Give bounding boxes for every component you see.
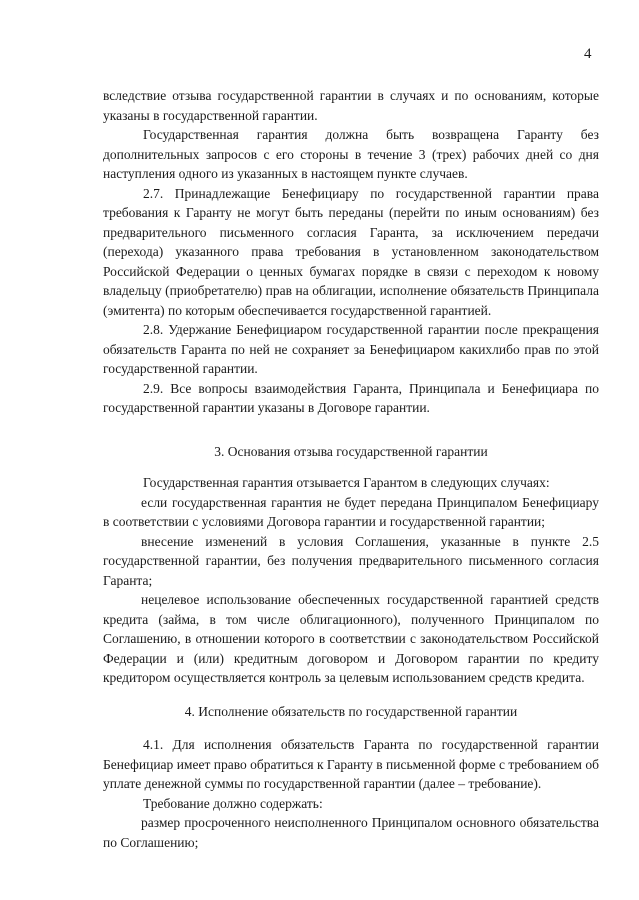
list-item: размер просроченного неисполненного Принципалом основного обязательства по Соглашению; <box>103 815 599 850</box>
page-number: 4 <box>584 46 592 62</box>
clause-4-1: 4.1. Для исполнения обязательств Гаранта по государственной гарантии Бенефициар имеет право обратиться к Гаранту в письменной форме с требованием об уплате денежной суммы по государственной гарантии (далее – требование). <box>103 737 599 791</box>
paragraph: Государственная гарантия должна быть возвращена Гаранту без дополнительных запросов с его стороны в течение 3 (трех) рабочих дней со дня наступления одного из указанных в настоящем пункте случаев. <box>103 127 599 181</box>
list-item: внесение изменений в условия Соглашения, указанные в пункте 2.5 государственной гарантии, без получения предварительного письменного согласия Гаранта; <box>103 533 599 588</box>
clause-2-9: 2.9. Все вопросы взаимодействия Гаранта, Принципала и Бенефициара по государственной гарантии указаны в Договоре гарантии. <box>103 380 599 415</box>
clause-2-7: 2.7. Принадлежащие Бенефициару по государственной гарантии права требования к Гаранту не могут быть переданы (перейти по иным основаниям) без предварительного письменного согласия Гаранта, за исключением передачи (перехода) указанного права требования в установленном законодательством Российской Федерации о ценных бумагах порядке в связи с переходом к новому владельцу (приобретателю) прав на облигации, исполнение обязательств Принципала (эмитента) по которым обеспечивается государственной гарантией. <box>103 185 599 318</box>
paragraph: Государственная гарантия отзывается Гарантом в следующих случаях: <box>143 475 550 490</box>
document-body <box>103 86 599 852</box>
section-3-heading: 3. Основания отзыва государственной гарантии <box>214 443 488 459</box>
list-item: если государственная гарантия не будет передана Принципалом Бенефициару в соответствии с условиями Договора гарантии и государственной гарантии; <box>103 494 599 529</box>
paragraph: Требование должно содержать: <box>143 795 323 811</box>
clause-2-8: 2.8. Удержание Бенефициаром государственной гарантии после прекращения обязательств Гаранта по ней не сохраняет за Бенефициаром какихлибо прав по этой государственной гарантии. <box>103 322 599 376</box>
paragraph: вследствие отзыва государственной гарантии в случаях и по основаниям, которые указаны в государственной гарантии. <box>103 88 599 123</box>
section-4-heading: 4. Исполнение обязательств по государственной гарантии <box>184 703 518 719</box>
list-item: нецелевое использование обеспеченных государственной гарантией средств кредита (займа, в том числе облигационного), полученного Принципалом по Соглашению, в отношении которого в соответствии с законодательством Российской Федерации и (или) кредитным договором и Договором гарантии по кредиту кредитором осуществляется контроль за целевым использованием средств кредита. <box>103 592 599 685</box>
